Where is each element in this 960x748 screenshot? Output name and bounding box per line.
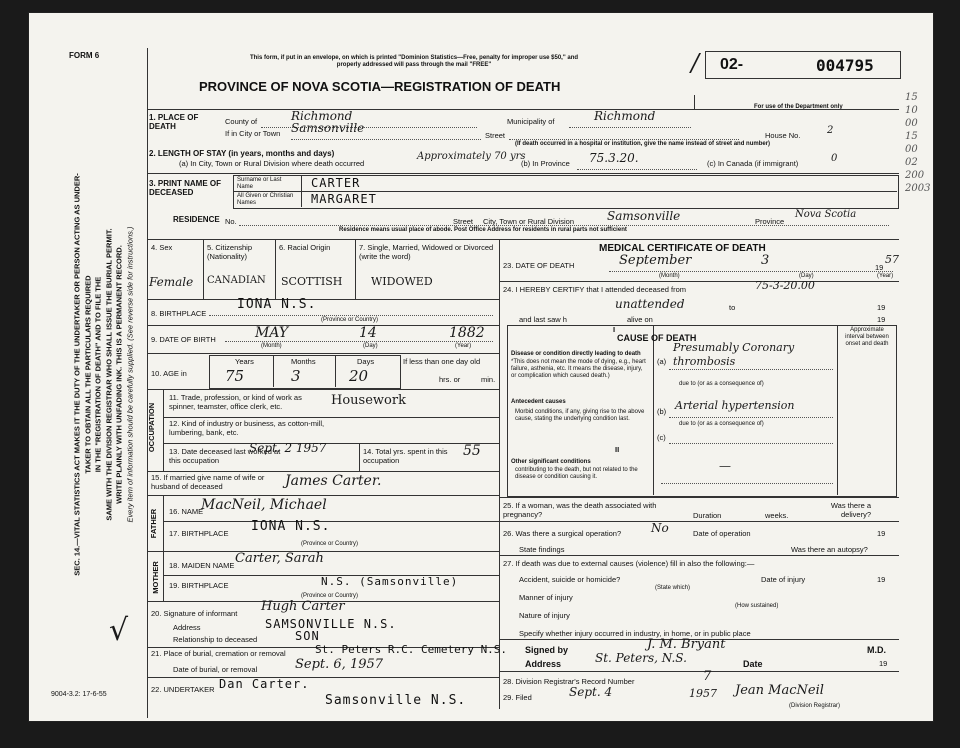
dob-year: 1882 (449, 325, 485, 341)
division-registrar-label: 28. Division Registrar's Record Number (503, 677, 635, 686)
age-days: 20 (349, 367, 369, 385)
father-birthplace-value: IONA N.S. (251, 519, 331, 534)
instruction-line-3: IN THE "REGISTRATION OF DEATH" AND TO FILE THE (93, 276, 103, 473)
instruction-line-1: SEC. 14.—VITAL STATISTICS ACT MAKES IT THE DUTY OF THE UNDERTAKER OR PERSON ACTING AS UNDER- (72, 173, 82, 576)
last-worked-label: 13. Date deceased last worked at this occupation (169, 447, 281, 465)
informant-signature-label: 20. Signature of informant (151, 609, 238, 618)
residence-note: Residence means usual place of abode. Post Office Address for residents in rural parts not sufficient (339, 227, 627, 233)
father-birthplace-sub: (Province or Country) (301, 541, 359, 547)
last-worked-value: Sept. 2 1957 (249, 441, 327, 455)
physician-year-prefix: 19 (879, 659, 888, 668)
physician-signature: J. M. Bryant (647, 637, 726, 652)
antecedent-note: Morbid conditions, if any, giving rise to the above cause, stating the underlying condition last. (515, 409, 645, 422)
death-year-label: (Year) (877, 273, 894, 279)
death-registration-form (28, 12, 934, 722)
antecedent-label: Antecedent causes (511, 399, 566, 405)
date-of-death-year: 57 (885, 253, 899, 266)
father-side-label: FATHER (149, 508, 159, 539)
racial-value: SCOTTISH (281, 275, 343, 288)
vertical-instructions (73, 95, 136, 655)
mother-maiden-value: Carter, Sarah (235, 551, 324, 566)
due-to-a: due to (or as a consequence of) (679, 381, 764, 387)
date-of-death-month: September (619, 253, 692, 268)
dob-month: MAY (255, 325, 289, 341)
date-of-death-year-prefix: 19 (875, 263, 884, 272)
stay-b-value: 75.3.20. (589, 151, 639, 165)
father-name-value: MacNeil, Michael (201, 497, 327, 513)
accident-label: Accident, suicide or homicide? (519, 575, 621, 584)
instruction-line-5: WRITE PLAINLY WITH UNFADING INK. THIS IS A PERMANENT RECORD. (114, 245, 124, 504)
undertaker-value: Dan Carter. (219, 677, 310, 691)
burial-date-value: Sept. 6, 1957 (295, 657, 384, 672)
physician-address-label: Address (525, 659, 562, 669)
weeks-label: weeks. (765, 511, 789, 520)
injury-year-prefix: 19 (877, 575, 886, 584)
check-mark: √ (109, 613, 129, 648)
instruction-line-6: Every item of information should be carefully supplied. (See reverse side for instructions.) (125, 226, 134, 523)
physician-address: St. Peters, N.S. (595, 651, 687, 665)
footer-code: 9004-3.2: 17-6-55 (51, 691, 107, 698)
min-label: min. (481, 375, 496, 384)
autopsy-label: Was there an autopsy? (791, 545, 868, 554)
to-year-prefix: 19 (877, 303, 886, 312)
mother-maiden-label: 18. MAIDEN NAME (169, 561, 235, 570)
attended-to: unattended (615, 297, 685, 311)
age-years-label: Years (235, 357, 254, 366)
surgical-value: No (651, 521, 669, 535)
spouse-label: 15. If married give name of wife or husband of deceased (151, 473, 265, 491)
mother-birthplace-sub: (Province or Country) (301, 593, 359, 599)
stay-a-value: Approximately 70 yrs (417, 151, 526, 162)
industry-label: 12. Kind of industry or business, as cotton-mill, lumbering, bank, etc. (169, 419, 325, 437)
registration-number: 004795 (816, 56, 874, 75)
registrar-signature: Jean MacNeil (735, 683, 824, 698)
occupation-side-label: OCCUPATION (147, 402, 157, 453)
burial-date-label: Date of burial, or removal (173, 665, 258, 674)
spouse-value: James Carter. (285, 473, 382, 489)
instruction-line-2: TAKER TO OBTAIN ALL THE PARTICULARS REQUIRED (83, 275, 92, 474)
municipality-label: Municipality of (507, 117, 555, 126)
interval-label: Approximate interval between onset and death (845, 327, 889, 347)
sex-label: 4. Sex (151, 243, 173, 252)
mother-side-label: MOTHER (150, 561, 160, 594)
municipality-value: Richmond (594, 109, 656, 123)
death-day-label: (Day) (799, 273, 814, 279)
total-years-value: 55 (463, 443, 481, 459)
relationship-value: SON (295, 629, 320, 643)
birthplace-sub: (Province or Country) (321, 317, 379, 323)
how-sustained-label: (How sustained) (735, 603, 779, 609)
trade-label: 11. Trade, profession, or kind of work as spinner, teamster, office clerk, etc. (169, 393, 302, 411)
other-conditions-note: contributing to the death, but not related to the disease or condition causing it. (515, 467, 638, 480)
manner-label: Manner of injury (519, 593, 573, 602)
mother-birthplace-label: 19. BIRTHPLACE (169, 581, 229, 590)
last-saw-label: and last saw h (519, 315, 567, 324)
marital-value: WIDOWED (371, 275, 433, 288)
delivery-label: Was there a delivery? (830, 501, 871, 519)
informant-signature: Hugh Carter (261, 599, 345, 614)
state-which-label: (State which) (655, 585, 691, 591)
length-of-stay-label: 2. LENGTH OF STAY (in years, months and days) (149, 149, 335, 158)
nature-label: Nature of injury (519, 611, 570, 620)
county-value: Richmond (291, 109, 353, 123)
department-use-label: For use of the Department only (754, 104, 843, 110)
operation-year-prefix: 19 (877, 529, 886, 538)
birthplace-label: 8. BIRTHPLACE (151, 309, 207, 318)
age-months: 3 (291, 367, 301, 385)
age-months-label: Months (291, 357, 316, 366)
father-birthplace-label: 17. BIRTHPLACE (169, 529, 229, 538)
undertaker-label: 22. UNDERTAKER (151, 685, 215, 694)
disease-label: Disease or condition directly leading to death (511, 351, 641, 357)
citizenship-value: CANADIAN (207, 275, 266, 286)
undertaker-address: Samsonville N.S. (325, 693, 467, 708)
stay-c-value: 0 (831, 153, 838, 164)
place-of-death-label: 1. PLACE OF DEATH (149, 113, 199, 131)
duration-label: Duration (693, 511, 722, 520)
md-label: M.D. (867, 645, 886, 655)
other-conditions-value: — (719, 459, 731, 473)
envelope-note: This form, if put in an envelope, on which is printed "Dominion Statistics—Free, penalty for improper use $50," and properly addressed will pass through the mail "FREE" (249, 55, 579, 68)
registration-number-box (705, 51, 901, 79)
registration-prefix: 02- (720, 56, 744, 73)
house-value: 2 (827, 125, 834, 136)
filed-year: 1957 (689, 687, 717, 700)
relationship-label: Relationship to deceased (173, 635, 258, 644)
age-days-label: Days (357, 357, 375, 366)
date-of-death-day: 3 (761, 253, 770, 268)
marital-label: 7. Single, Married, Widowed or Divorced (write the word) (359, 243, 494, 261)
filed-date: Sept. 4 (569, 685, 613, 699)
form-number: FORM 6 (69, 51, 100, 60)
cause-b-label: (b) (657, 407, 667, 416)
sex-value: Female (149, 275, 194, 289)
cause-a-value: Presumably Coronary thrombosis (673, 341, 795, 368)
stay-b-label: (b) In Province (521, 159, 570, 168)
cause-b-value: Arterial hypertension (675, 399, 795, 412)
residence-label: RESIDENCE (173, 215, 220, 224)
filed-label: 29. Filed (503, 693, 532, 702)
racial-label: 6. Racial Origin (279, 243, 331, 252)
external-causes-label: 27. If death was due to external causes (violence) fill in also the following:— (503, 559, 755, 568)
age-years: 75 (225, 367, 245, 385)
city-label: If in City or Town (225, 129, 281, 138)
attended-from: 75-3-20.00 (755, 279, 815, 292)
dob-month-label: (Month) (261, 343, 282, 349)
less-than-day-label: If less than one day old (403, 357, 481, 366)
other-conditions-label: Other significant conditions (511, 459, 591, 465)
cause-of-death-heading: CAUSE OF DEATH (617, 333, 697, 343)
residence-city-label: City, Town or Rural Division (483, 217, 574, 226)
name-label: 3. PRINT NAME OF DECEASED (149, 179, 222, 197)
house-label: House No. (765, 131, 801, 140)
signed-by-label: Signed by (525, 645, 569, 655)
surname-value: CARTER (311, 176, 361, 190)
dob-year-label: (Year) (455, 343, 472, 349)
total-years-label: 14. Total yrs. spent in this occupation (363, 447, 448, 465)
to-label: to (729, 303, 736, 312)
informant-address: SAMSONVILLE N.S. (265, 617, 397, 631)
form-title: PROVINCE OF NOVA SCOTIA—REGISTRATION OF DEATH (199, 79, 561, 94)
date-of-operation-label: Date of operation (693, 529, 751, 538)
trade-value: Housework (331, 393, 406, 408)
city-value: Samsonville (291, 121, 365, 135)
part-1-label: I (613, 325, 616, 334)
residence-province-value: Nova Scotia (795, 209, 857, 220)
residence-no-label: No. (225, 217, 237, 226)
surgical-label: 26. Was there a surgical operation? (503, 529, 622, 538)
father-name-label: 16. NAME (169, 507, 204, 516)
burial-place-value: St. Peters R.C. Cemetery N.S. (315, 643, 508, 656)
birthplace-value: IONA N.S. (237, 297, 317, 312)
date-of-death-label: 23. DATE OF DEATH (503, 261, 575, 270)
mother-birthplace-value: N.S. (Samsonville) (321, 575, 459, 588)
stay-a-label: (a) In City, Town or Rural Division where death occurred (179, 159, 365, 168)
citizenship-label: 5. Citizenship (Nationality) (207, 243, 253, 261)
alive-on-label: alive on (627, 315, 653, 324)
informant-address-label: Address (173, 623, 201, 632)
county-label: County of (225, 117, 258, 126)
margin-codes: 15 10 00 15 00 02 200 2003 (905, 92, 931, 194)
residence-province-label: Province (755, 217, 785, 226)
division-registrar-number: 7 (703, 669, 712, 684)
instruction-line-4: SAME WITH THE DIVISION REGISTRAR WHO SHALL ISSUE THE BURIAL PERMIT. (104, 228, 113, 521)
slash-mark: / (691, 49, 700, 77)
findings-label: State findings (519, 545, 565, 554)
street-label: Street (485, 131, 506, 140)
dob-day: 14 (359, 325, 377, 341)
dob-label: 9. DATE OF BIRTH (151, 335, 216, 344)
stay-c-label: (c) In Canada (if immigrant) (707, 159, 799, 168)
alive-year-prefix: 19 (877, 315, 886, 324)
physician-date-label: Date (743, 659, 763, 669)
part-2-label: II (615, 445, 620, 454)
registrar-label: (Division Registrar) (789, 703, 841, 709)
surname-label: Surname or Last Name (237, 177, 282, 190)
due-to-b: due to (or as a consequence of) (679, 421, 764, 427)
medical-certificate-heading: MEDICAL CERTIFICATE OF DEATH (599, 243, 766, 254)
specify-label: Specify whether injury occurred in industry, in home, or in public place (519, 629, 751, 638)
residence-street-label: Street (453, 217, 474, 226)
residence-city-value: Samsonville (607, 209, 681, 223)
dob-day-label: (Day) (363, 343, 378, 349)
burial-place-label: 21. Place of burial, cremation or removal (151, 649, 286, 658)
age-label: 10. AGE in (151, 369, 187, 378)
hrs-label: hrs. or (439, 375, 461, 384)
pregnancy-label: 25. If a woman, was the death associated with pregnancy? (503, 501, 657, 519)
death-month-label: (Month) (659, 273, 680, 279)
date-of-injury-label: Date of injury (761, 575, 806, 584)
hospital-note: (If death occurred in a hospital or institution, give the name instead of street and number) (515, 141, 771, 147)
cause-c-label: (c) (657, 433, 666, 442)
disease-note: *This does not mean the mode of dying, e.g., heart failure, asthenia, etc. It means the disease, injury, or complication which caused death.) (511, 359, 646, 379)
cause-a-label: (a) (657, 357, 667, 366)
certify-label: 24. I HEREBY CERTIFY that I attended deceased from (503, 285, 687, 294)
given-names-value: MARGARET (311, 192, 377, 206)
given-names-label: All Given or Christian Names (237, 193, 294, 206)
